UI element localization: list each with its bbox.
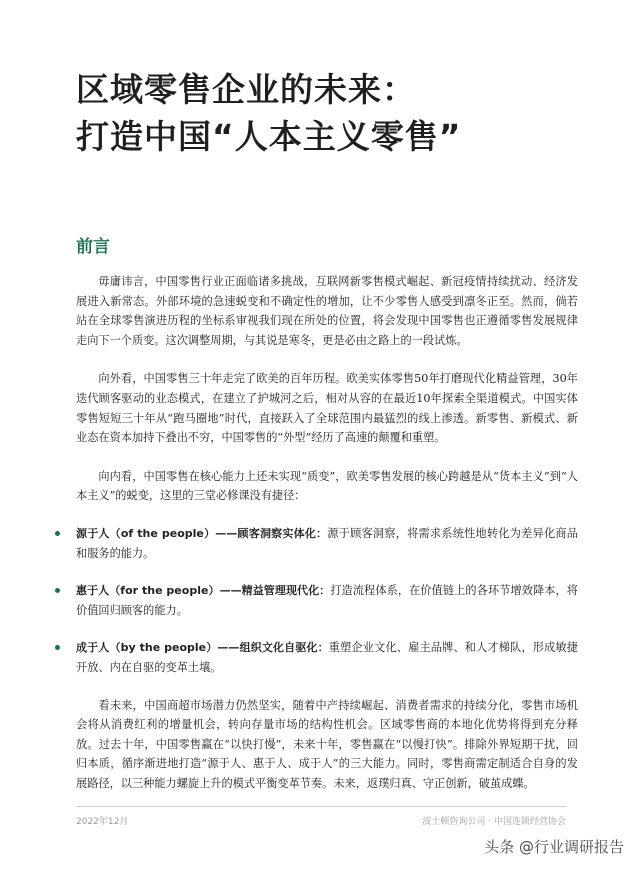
- footer-divider: [76, 806, 566, 807]
- list-item-lead: 成于人（by the people）——组织文化自驱化：: [76, 641, 329, 655]
- paragraph-outward: 向外看，中国零售三十年走完了欧美的百年历程。欧美实体零售50年打磨现代化精益管理，30年迭代顾客驱动的业态模式，在建立了护城河之后，相对从容的在最近10年探索全渠道模式。中国实体零售短短三十年从“跑马圈地”时代，直接跃入了全球范围内最猛烈的线上渗透。新零售、新模式、新业态在资本加持下叠出不穷，中国零售的“外型”经历了高速的颠覆和重塑。: [76, 372, 578, 445]
- report-title: [76, 66, 576, 160]
- title-line-2: 打造中国“人本主义零售”: [76, 117, 462, 156]
- title-line-1: 区域零售企业的未来：: [76, 70, 416, 109]
- watermark: 头条 @行业调研报告: [484, 838, 624, 856]
- list-item-text: 重塑企业文化、雇主品牌、和人才梯队，形成敏捷开放、内在自驱的变革土壤。: [76, 641, 578, 674]
- section-heading: 前言: [76, 237, 110, 257]
- list-item-lead: 源于人（of the people）——顾客洞察实体化：: [76, 526, 328, 540]
- footer-publisher: 波士顿咨询公司 · 中国连锁经营协会: [422, 817, 566, 827]
- capability-list: [76, 524, 578, 678]
- list-item-by-the-people: [76, 638, 578, 677]
- list-item-for-the-people: [76, 581, 578, 620]
- list-item-text: 源于顾客洞察，将需求系统性地转化为差异化商品和服务的能力。: [76, 526, 578, 560]
- paragraph-intro: 毋庸讳言，中国零售行业正面临诸多挑战，互联网新零售模式崛起、新冠疫情持续扰动、经济发展进入新常态。外部环境的急速蜕变和不确定性的增加，让不少零售人感受到凛冬正至。然而，倘若站在全球零售演进历程的坐标系审视我们现在所处的位置，将会发现中国零售也正遵循零售发展规律走向下一个质变。这次调整周期，与其说是寒冬，更是必由之路上的一段试炼。: [76, 275, 578, 347]
- footer-date: 2022年12月: [76, 817, 129, 827]
- list-item-lead: 惠于人（for the people）——精益管理现代化：: [76, 584, 331, 598]
- body-content: [76, 272, 578, 793]
- paragraph-future: 看未来，中国商超市场潜力仍然坚实，随着中产持续崛起、消费者需求的持续分化，零售市场机会将从消费红利的增量机会，转向存量市场的结构性机会。区域零售商的本地化优势将得到充分释放。过去十年，中国零售赢在“以快打慢”，未来十年，零售赢在“以慢打快”。排除外界短期干扰，回归本质，循序渐进地打造“源于人、惠于人、成于人”的三大能力。同时，零售商需定制适合自身的发展路径，以三种能力螺旋上升的模式平衡变革节奏。未来，返璞归真、守正创新，破茧成蝶。: [76, 698, 578, 790]
- list-item-of-the-people: [76, 524, 578, 563]
- paragraph-inward: 向内看，中国零售在核心能力上还未实现“质变”，欧美零售发展的核心跨越是从“货本主义”到“人本主义”的蜕变，这里的三堂必修课没有捷径：: [76, 469, 578, 503]
- list-item-text: 打造流程体系，在价值链上的各环节增效降本，将价值回归顾客的能力。: [76, 584, 578, 617]
